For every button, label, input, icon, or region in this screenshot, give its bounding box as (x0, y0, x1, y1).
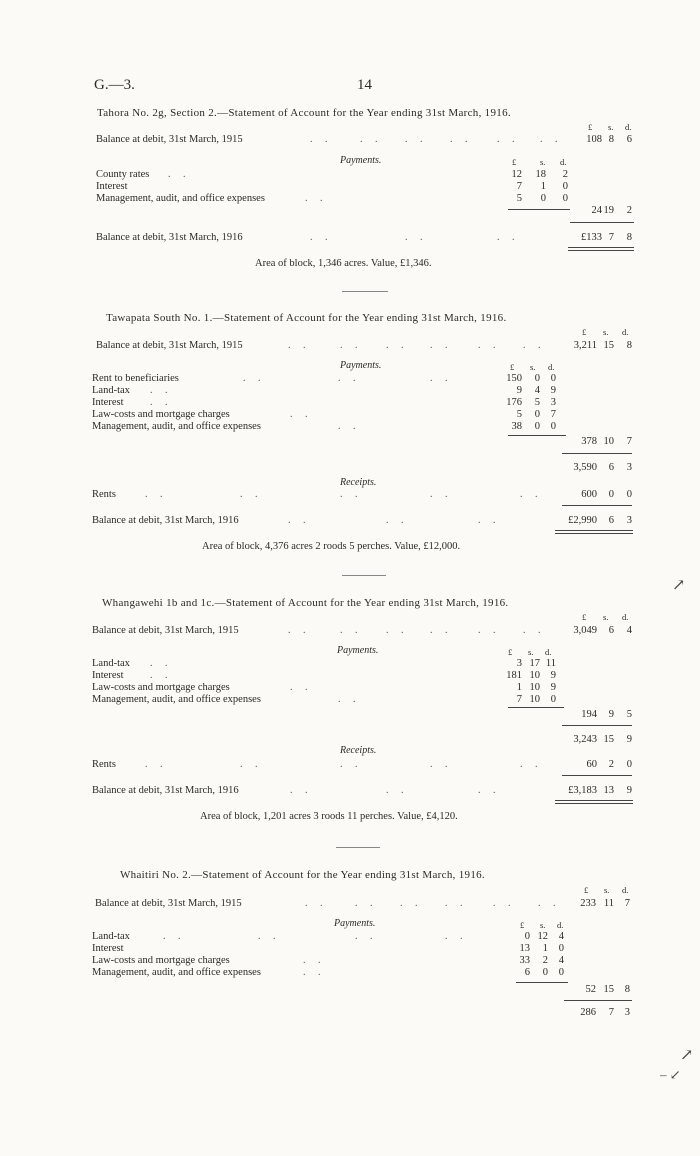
payment-pence: 3 (550, 397, 556, 408)
double-rule (568, 247, 634, 248)
payment-pounds: 3 (516, 658, 522, 669)
payment-pounds: 150 (506, 373, 522, 384)
payment-pence: 11 (545, 658, 556, 669)
receipt-pence: 0 (626, 759, 632, 770)
leader-dots: . . (355, 931, 378, 942)
leader-dots: . . (523, 340, 546, 351)
payment-pounds: 7 (516, 694, 522, 705)
document-code: G.—3. (94, 77, 135, 93)
leader-dots: . . (240, 759, 263, 770)
payment-pence: 9 (550, 385, 556, 396)
leader-dots: . . (303, 955, 326, 966)
closing-pounds: £133 (581, 232, 602, 243)
payment-shillings: 18 (535, 169, 546, 180)
amount-pence: 8 (626, 340, 632, 351)
payment-pence: 0 (550, 421, 556, 432)
leader-dots: . . (145, 759, 168, 770)
payment-shillings: 10 (529, 670, 540, 681)
closing-pence: 9 (626, 785, 632, 796)
leader-dots: . . (340, 489, 363, 500)
leader-dots: . . (405, 232, 428, 243)
subtotal-rule (508, 209, 570, 210)
margin-mark: ↗ (672, 577, 686, 594)
currency-pounds-header: £ (584, 885, 589, 895)
currency-shillings-header: s. (604, 885, 610, 895)
leader-dots: . . (338, 421, 361, 432)
payments-heading: Payments. (334, 918, 376, 929)
subtotal-shillings: 6 (608, 462, 614, 473)
subtotal-pence: 9 (626, 734, 632, 745)
receipts-heading: Receipts. (340, 477, 377, 488)
statement-title: Tawapata South No. 1.—Statement of Account for the Year ending 31st March, 1916. (106, 312, 507, 324)
currency-pence-header: d. (625, 122, 632, 132)
leader-dots: . . (150, 658, 173, 669)
payment-pounds: 9 (516, 385, 522, 396)
payment-shillings: 1 (542, 943, 548, 954)
leader-dots: . . (450, 134, 473, 145)
amount-pounds: 3,049 (573, 625, 597, 636)
currency-pence-header: d. (548, 362, 555, 372)
payments-heading: Payments. (337, 645, 379, 656)
leader-dots: . . (243, 373, 266, 384)
receipt-pounds: 600 (581, 489, 597, 500)
subtotal-pounds: 3,243 (573, 734, 597, 745)
payment-pence: 0 (562, 181, 568, 192)
payment-shillings: 5 (534, 397, 540, 408)
leader-dots: . . (338, 694, 361, 705)
leader-dots: . . (493, 898, 516, 909)
payments-total-shillings: 10 (603, 436, 614, 447)
leader-dots: . . (430, 340, 453, 351)
leader-dots: . . (288, 340, 311, 351)
closing-pounds: £3,183 (568, 785, 597, 796)
leader-dots: . . (400, 898, 423, 909)
amount-shillings: 8 (608, 134, 614, 145)
leader-dots: . . (405, 134, 428, 145)
leader-dots: . . (290, 682, 313, 693)
payment-pence: 4 (558, 955, 564, 966)
leader-dots: . . (497, 134, 520, 145)
payment-pounds: 6 (524, 967, 530, 978)
currency-shillings-header: s. (608, 122, 614, 132)
payment-label: County rates (96, 169, 150, 180)
payment-shillings: 0 (534, 421, 540, 432)
statement-title: Whangawehi 1b and 1c.—Statement of Account for the Year ending 31st March, 1916. (102, 597, 509, 609)
leader-dots: . . (355, 898, 378, 909)
total-rule (562, 505, 632, 506)
currency-pounds-header: £ (582, 327, 587, 337)
currency-pounds-header: £ (582, 612, 587, 622)
amount-pounds: 3,211 (573, 340, 597, 351)
payment-label: Interest (92, 397, 124, 408)
leader-dots: . . (520, 489, 543, 500)
leader-dots: . . (478, 625, 501, 636)
payment-pounds: 5 (516, 193, 522, 204)
subtotal-pounds: 286 (580, 1007, 596, 1018)
area-value-note: Area of block, 1,201 acres 3 roods 11 perches. Value, £4,120. (200, 811, 458, 822)
payment-shillings: 12 (537, 931, 548, 942)
leader-dots: . . (290, 785, 313, 796)
leader-dots: . . (478, 340, 501, 351)
closing-pence: 3 (626, 515, 632, 526)
payments-total-pence: 8 (624, 984, 630, 995)
currency-shillings-header: s. (528, 647, 534, 657)
double-rule (555, 800, 633, 801)
payment-pence: 9 (550, 682, 556, 693)
leader-dots: . . (497, 232, 520, 243)
amount-pounds: 108 (586, 134, 602, 145)
amount-shillings: 11 (603, 898, 614, 909)
leader-dots: . . (310, 134, 333, 145)
section-divider (336, 847, 380, 848)
leader-dots: . . (240, 489, 263, 500)
leader-dots: . . (520, 759, 543, 770)
total-rule (564, 1000, 632, 1001)
closing-pence: 8 (626, 232, 632, 243)
opening-balance-label: Balance at debit, 31st March, 1915 (96, 340, 243, 351)
double-rule (555, 530, 633, 531)
payment-label: Law-costs and mortgage charges (92, 409, 230, 420)
subtotal-pence: 3 (624, 1007, 630, 1018)
payment-pounds: 1 (516, 682, 522, 693)
section-divider (342, 291, 388, 292)
leader-dots: . . (168, 169, 191, 180)
receipt-pounds: 60 (586, 759, 597, 770)
opening-balance-label: Balance at debit, 31st March, 1915 (96, 134, 243, 145)
payments-total-pence: 7 (626, 436, 632, 447)
amount-shillings: 6 (608, 625, 614, 636)
payment-label: Law-costs and mortgage charges (92, 955, 230, 966)
statement-title: Tahora No. 2g, Section 2.—Statement of Account for the Year ending 31st March, 1916. (97, 107, 511, 119)
leader-dots: . . (386, 785, 409, 796)
payment-pence: 0 (550, 694, 556, 705)
margin-mark: – ↙ (660, 1067, 681, 1082)
leader-dots: . . (430, 489, 453, 500)
leader-dots: . . (386, 625, 409, 636)
leader-dots: . . (386, 515, 409, 526)
leader-dots: . . (478, 785, 501, 796)
receipts-heading: Receipts. (340, 745, 377, 756)
payment-pounds: 7 (516, 181, 522, 192)
leader-dots: . . (360, 134, 383, 145)
currency-pounds-header: £ (512, 157, 517, 167)
subtotal-pounds: 3,590 (573, 462, 597, 473)
payments-total-pence: 2 (626, 205, 632, 216)
leader-dots: . . (523, 625, 546, 636)
currency-pence-header: d. (622, 612, 629, 622)
payment-label: Interest (92, 670, 124, 681)
payment-label: Interest (96, 181, 128, 192)
payment-shillings: 0 (542, 967, 548, 978)
payments-total-shillings: 9 (608, 709, 614, 720)
total-rule (562, 453, 632, 454)
receipt-label: Rents (92, 489, 116, 500)
payment-label: Land-tax (92, 385, 130, 396)
payment-shillings: 17 (529, 658, 540, 669)
opening-balance-label: Balance at debit, 31st March, 1915 (95, 898, 242, 909)
subtotal-pence: 3 (626, 462, 632, 473)
amount-shillings: 15 (603, 340, 614, 351)
amount-pence: 6 (626, 134, 632, 145)
currency-pence-header: d. (545, 647, 552, 657)
closing-balance-label: Balance at debit, 31st March, 1916 (96, 232, 243, 243)
payment-label: Management, audit, and office expenses (92, 967, 261, 978)
total-rule (562, 775, 632, 776)
payments-heading: Payments. (340, 155, 382, 166)
leader-dots: . . (338, 373, 361, 384)
amount-pence: 7 (624, 898, 630, 909)
payments-heading: Payments. (340, 360, 382, 371)
currency-pounds-header: £ (520, 920, 525, 930)
payment-label: Management, audit, and office expenses (92, 694, 261, 705)
payment-pounds: 13 (519, 943, 530, 954)
payment-label: Rent to beneficiaries (92, 373, 179, 384)
margin-mark: ↗ (680, 1047, 694, 1064)
receipt-shillings: 2 (608, 759, 614, 770)
payments-total-pounds: 378 (581, 436, 597, 447)
subtotal-shillings: 15 (603, 734, 614, 745)
payment-pence: 2 (562, 169, 568, 180)
receipt-shillings: 0 (608, 489, 614, 500)
currency-pounds-header: £ (508, 647, 513, 657)
closing-balance-label: Balance at debit, 31st March, 1916 (92, 515, 239, 526)
double-rule (555, 803, 633, 804)
payment-shillings: 10 (529, 694, 540, 705)
subtotal-rule (508, 435, 566, 436)
leader-dots: . . (305, 898, 328, 909)
leader-dots: . . (310, 232, 333, 243)
leader-dots: . . (150, 385, 173, 396)
total-rule (570, 222, 634, 223)
leader-dots: . . (258, 931, 281, 942)
payment-pence: 4 (558, 931, 564, 942)
payment-pence: 7 (550, 409, 556, 420)
amount-pounds: 233 (580, 898, 596, 909)
currency-pence-header: d. (622, 327, 629, 337)
currency-shillings-header: s. (603, 612, 609, 622)
payment-pence: 9 (550, 670, 556, 681)
currency-shillings-header: s. (530, 362, 536, 372)
leader-dots: . . (150, 670, 173, 681)
currency-shillings-header: s. (540, 157, 546, 167)
payment-pence: 0 (550, 373, 556, 384)
payment-shillings: 0 (534, 409, 540, 420)
payment-pounds: 33 (519, 955, 530, 966)
leader-dots: . . (430, 373, 453, 384)
statement-title: Whaitiri No. 2.—Statement of Account for the Year ending 31st March, 1916. (120, 869, 485, 881)
currency-pounds-header: £ (588, 122, 593, 132)
payment-label: Management, audit, and office expenses (96, 193, 265, 204)
payment-label: Law-costs and mortgage charges (92, 682, 230, 693)
leader-dots: . . (340, 340, 363, 351)
total-rule (562, 725, 632, 726)
payment-shillings: 4 (534, 385, 540, 396)
payment-label: Management, audit, and office expenses (92, 421, 261, 432)
currency-pence-header: d. (622, 885, 629, 895)
payment-pence: 0 (558, 943, 564, 954)
payment-shillings: 2 (542, 955, 548, 966)
double-rule (568, 250, 634, 251)
leader-dots: . . (288, 515, 311, 526)
leader-dots: . . (145, 489, 168, 500)
payment-label: Land-tax (92, 931, 130, 942)
leader-dots: . . (288, 625, 311, 636)
area-value-note: Area of block, 4,376 acres 2 roods 5 perches. Value, £12,000. (202, 541, 461, 552)
payment-pounds: 176 (506, 397, 522, 408)
leader-dots: . . (386, 340, 409, 351)
leader-dots: . . (303, 967, 326, 978)
currency-pounds-header: £ (510, 362, 515, 372)
payments-total-pounds: 24 (591, 205, 602, 216)
leader-dots: . . (340, 759, 363, 770)
leader-dots: . . (445, 898, 468, 909)
payment-shillings: 1 (540, 181, 546, 192)
currency-shillings-header: s. (603, 327, 609, 337)
leader-dots: . . (430, 625, 453, 636)
receipt-pence: 0 (626, 489, 632, 500)
payment-pounds: 5 (516, 409, 522, 420)
currency-pence-header: d. (557, 920, 564, 930)
payment-pence: 0 (558, 967, 564, 978)
leader-dots: . . (538, 898, 561, 909)
closing-shillings: 13 (603, 785, 614, 796)
leader-dots: . . (445, 931, 468, 942)
payment-shillings: 0 (534, 373, 540, 384)
currency-shillings-header: s. (540, 920, 546, 930)
payment-pounds: 0 (524, 931, 530, 942)
payment-label: Land-tax (92, 658, 130, 669)
closing-pounds: £2,990 (568, 515, 597, 526)
currency-pence-header: d. (560, 157, 567, 167)
leader-dots: . . (340, 625, 363, 636)
payment-label: Interest (92, 943, 124, 954)
leader-dots: . . (430, 759, 453, 770)
payment-pence: 0 (562, 193, 568, 204)
leader-dots: . . (305, 193, 328, 204)
payments-total-pounds: 194 (581, 709, 597, 720)
payments-total-pounds: 52 (585, 984, 596, 995)
closing-shillings: 6 (608, 515, 614, 526)
leader-dots: . . (290, 409, 313, 420)
payment-shillings: 0 (540, 193, 546, 204)
receipt-label: Rents (92, 759, 116, 770)
leader-dots: . . (163, 931, 186, 942)
payments-total-shillings: 15 (603, 984, 614, 995)
payments-total-pence: 5 (626, 709, 632, 720)
double-rule (555, 533, 633, 534)
payment-pounds: 12 (511, 169, 522, 180)
page-number: 14 (357, 77, 372, 93)
section-divider (342, 575, 386, 576)
closing-balance-label: Balance at debit, 31st March, 1916 (92, 785, 239, 796)
payment-pounds: 181 (506, 670, 522, 681)
leader-dots: . . (478, 515, 501, 526)
payments-total-shillings: 19 (603, 205, 614, 216)
subtotal-shillings: 7 (608, 1007, 614, 1018)
subtotal-rule (508, 707, 564, 708)
leader-dots: . . (540, 134, 563, 145)
leader-dots: . . (150, 397, 173, 408)
closing-shillings: 7 (608, 232, 614, 243)
opening-balance-label: Balance at debit, 31st March, 1915 (92, 625, 239, 636)
payment-shillings: 10 (529, 682, 540, 693)
payment-pounds: 38 (511, 421, 522, 432)
subtotal-rule (516, 982, 568, 983)
amount-pence: 4 (626, 625, 632, 636)
area-value-note: Area of block, 1,346 acres. Value, £1,346. (255, 258, 432, 269)
